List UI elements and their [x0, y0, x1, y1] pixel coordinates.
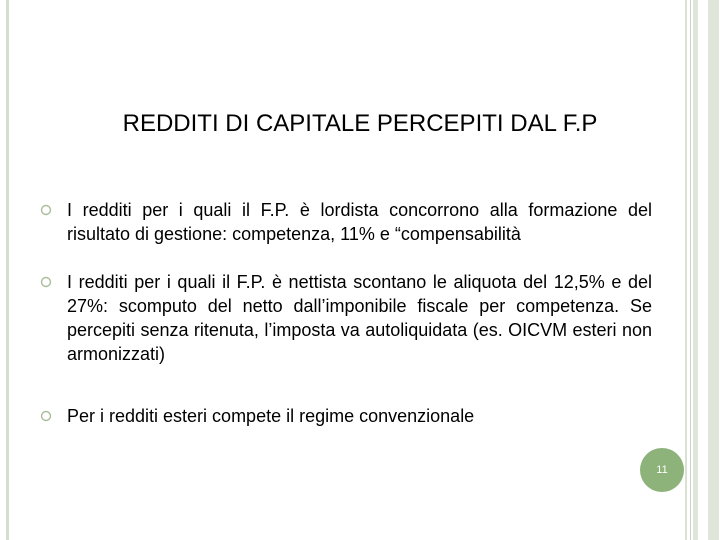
bullet-text: I redditi per i quali il F.P. è nettista scontano le aliquota del 12,5% e del 27%: scomputo del netto dall’imponibile fiscale per competenza. Se percepiti senza ritenuta, l’imposta va autoliquidata (es. OICVM esteri non armonizzati)	[67, 272, 652, 364]
bullet-text: Per i redditi esteri compete il regime convenzionale	[67, 406, 475, 426]
frame-right-line	[690, 0, 691, 540]
slide-title: REDDITI DI CAPITALE PERCEPITI DAL F.P	[122, 110, 598, 137]
page-number: 11	[656, 464, 668, 476]
bullet-item	[40, 404, 652, 428]
frame-left-border	[6, 0, 9, 540]
bullet-text: I redditi per i quali il F.P. è lordista concorrono alla formazione del risultato di gestione: competenza, 11% e “compensabilità	[67, 200, 652, 244]
hollow-circle-bullet-icon	[40, 410, 52, 422]
page-number-badge	[640, 448, 684, 492]
hollow-circle-bullet-icon	[40, 276, 52, 288]
bullet-list	[40, 198, 652, 428]
hollow-circle-bullet-icon	[40, 204, 52, 216]
frame-right-gap	[698, 0, 708, 540]
bullet-item	[40, 198, 652, 246]
bullet-item	[40, 270, 652, 366]
frame-right-line	[685, 0, 687, 540]
